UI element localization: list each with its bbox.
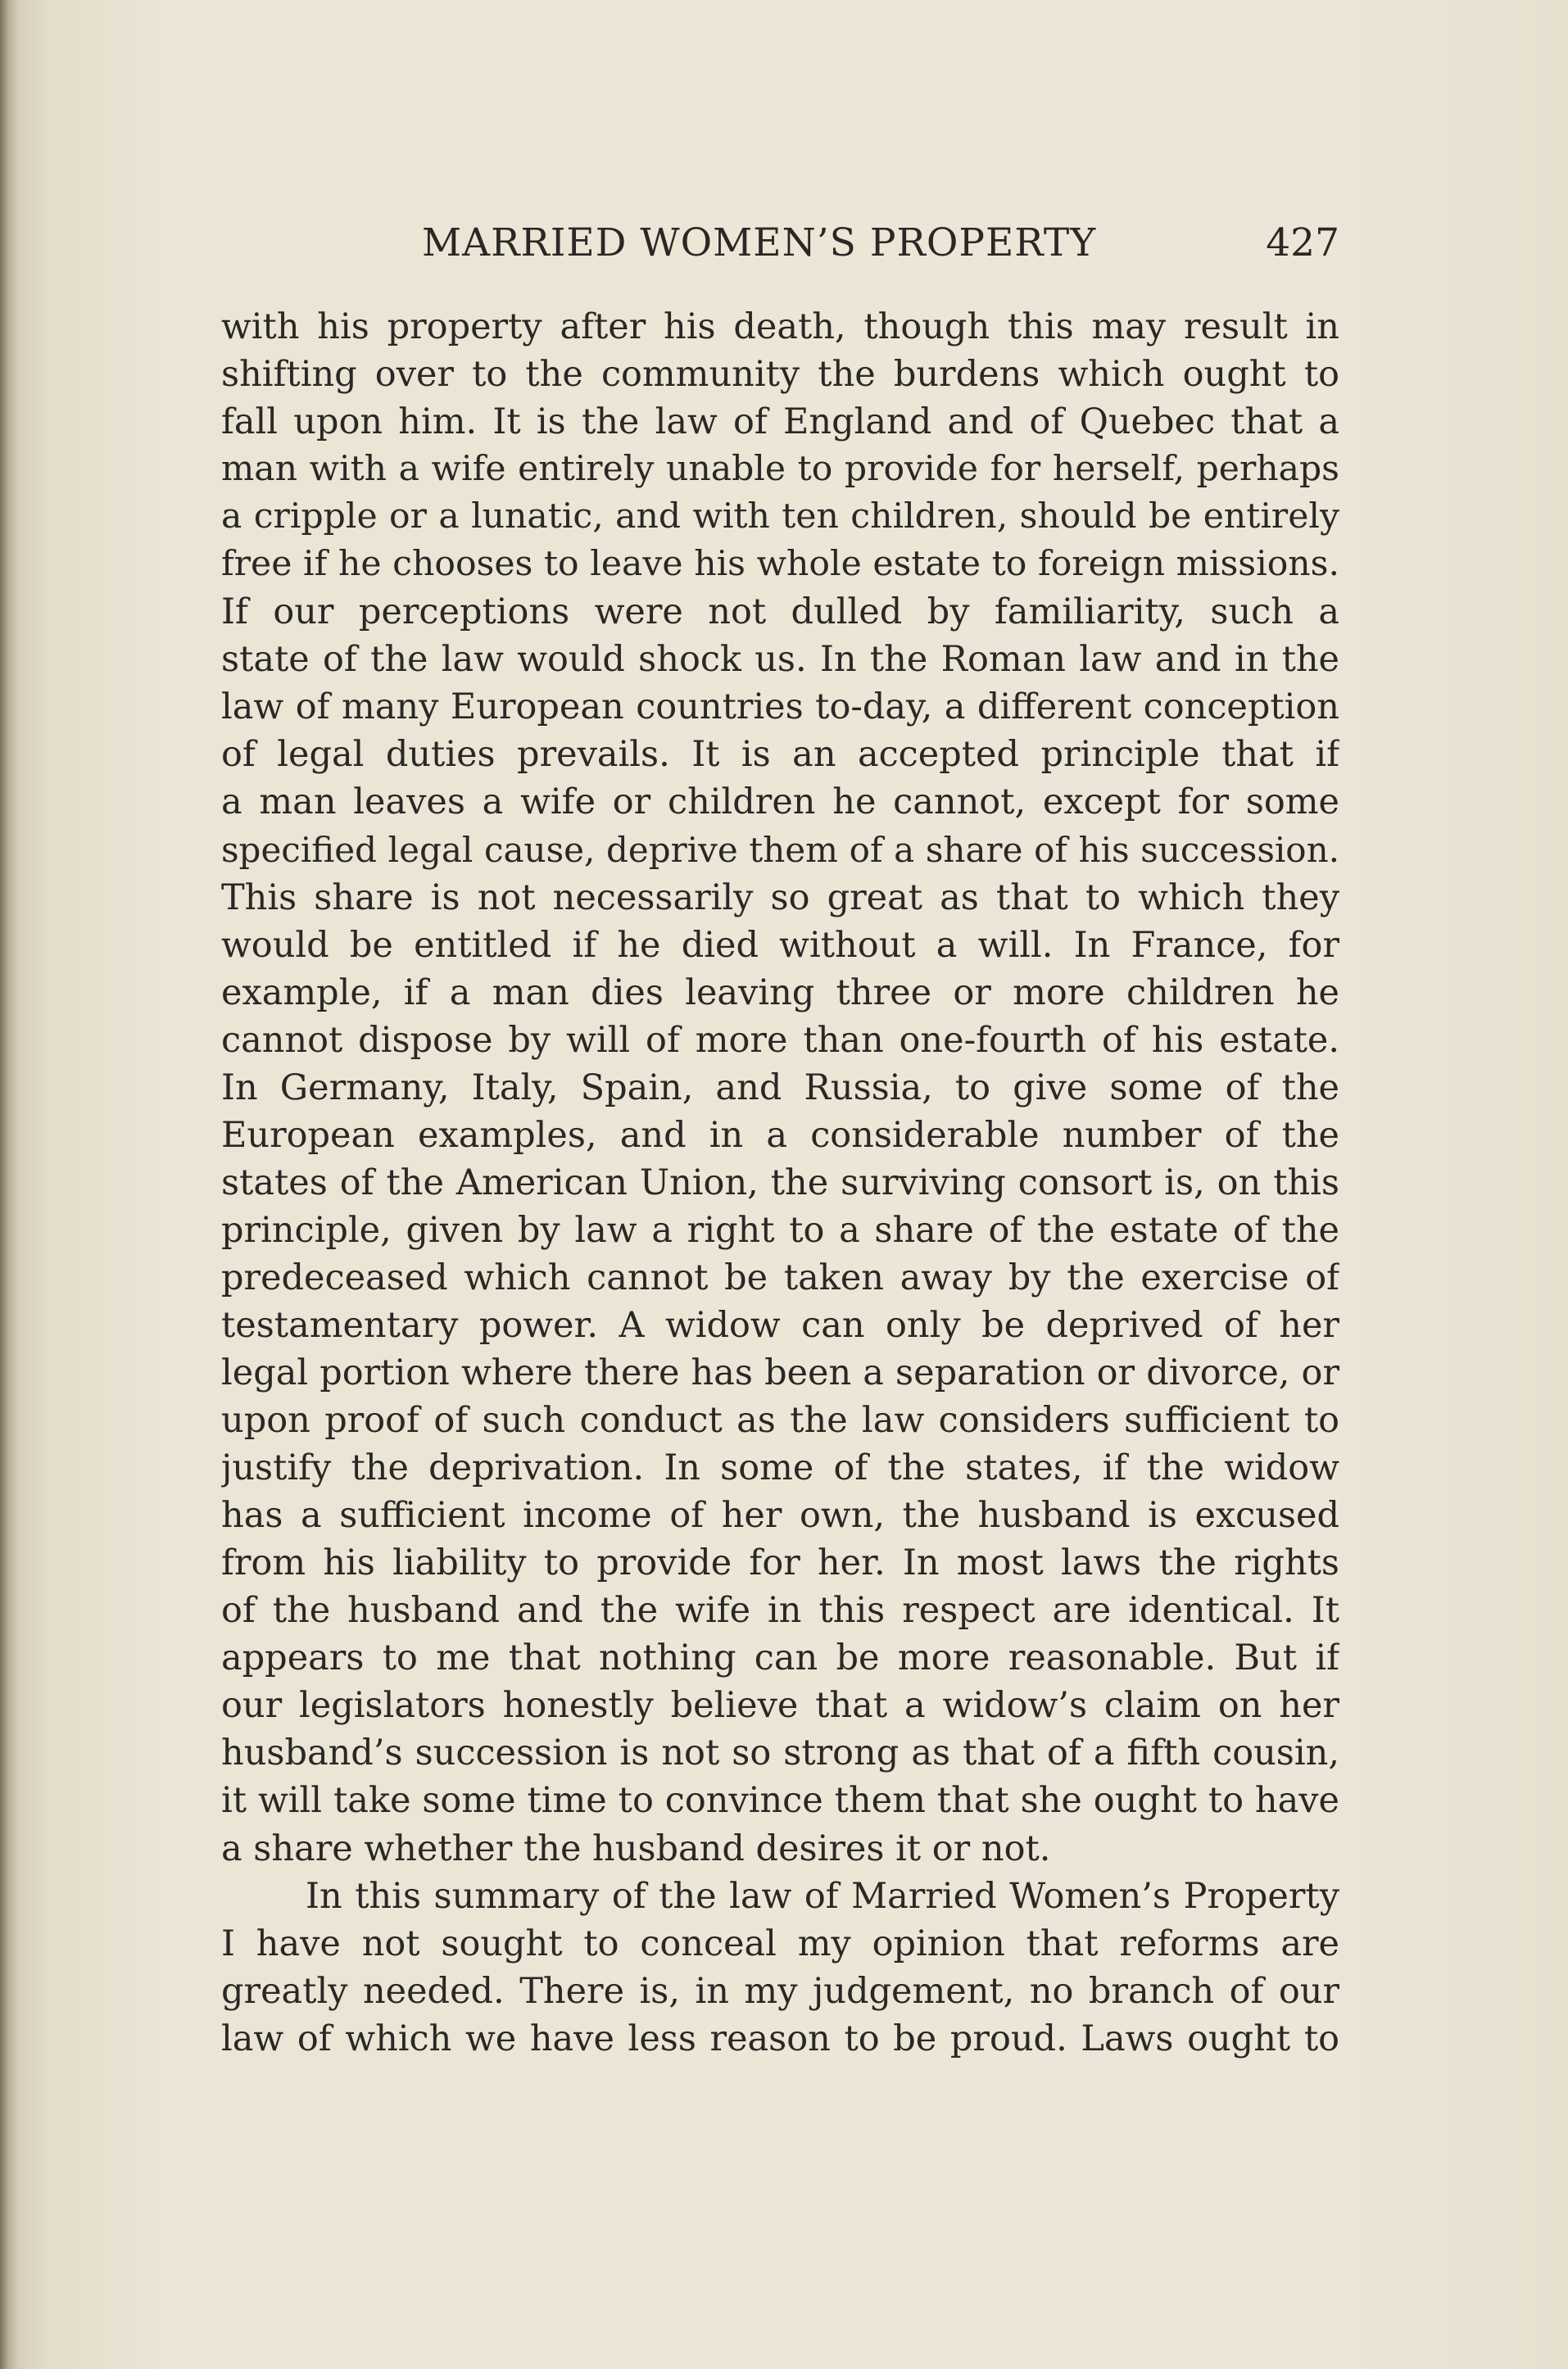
text-line: would be entitled if he died without a will. In France, for xyxy=(221,924,1339,966)
body-text xyxy=(221,303,1339,2063)
book-spine-shadow xyxy=(0,0,18,2369)
text-line: state of the law would shock us. In the Roman law and in the xyxy=(221,639,1339,681)
text-line: legal portion where there has been a separation or divorce, or xyxy=(221,1352,1339,1394)
text-line: In this summary of the law of Married Women’s Property xyxy=(306,1875,1339,1917)
text-line: has a sufficient income of her own, the husband is excused xyxy=(221,1495,1339,1537)
text-line: from his liability to provide for her. In most laws the rights xyxy=(221,1542,1339,1584)
text-line: states of the American Union, the surviving consort is, on this xyxy=(221,1162,1339,1203)
text-line: of the husband and the wife in this respect are identical. It xyxy=(221,1590,1339,1632)
text-line: cannot dispose by will of more than one-fourth of his estate. xyxy=(221,1019,1339,1061)
paragraph-1 xyxy=(221,303,1339,1873)
text-line: I have not sought to conceal my opinion that reforms are xyxy=(221,1923,1339,1964)
text-line: a man leaves a wife or children he cannot, except for some xyxy=(221,781,1339,823)
text-line: upon proof of such conduct as the law considers sufficient to xyxy=(221,1400,1339,1442)
page-number: 427 xyxy=(1266,220,1339,265)
text-line: a share whether the husband desires it or not. xyxy=(221,1828,1051,1869)
text-line: shifting over to the community the burdens which ought to xyxy=(221,354,1339,396)
text-line: our legislators honestly believe that a widow’s claim on her xyxy=(221,1685,1339,1727)
text-line: man with a wife entirely unable to provide for herself, perhaps xyxy=(221,449,1339,490)
text-line: law of many European countries to-day, a different conception xyxy=(221,686,1339,728)
text-line: If our perceptions were not dulled by familiarity, such a xyxy=(221,591,1339,633)
text-line: it will take some time to convince them that she ought to have xyxy=(221,1780,1339,1822)
text-line: a cripple or a lunatic, and with ten children, should be entirely xyxy=(221,496,1339,537)
running-head xyxy=(221,215,1339,272)
text-line: greatly needed. There is, in my judgement, no branch of our xyxy=(221,1970,1339,2012)
running-title: MARRIED WOMEN’S PROPERTY xyxy=(422,220,1097,265)
text-line: husband’s succession is not so strong as that of a fifth cousin, xyxy=(221,1733,1339,1774)
text-line: specified legal cause, deprive them of a share of his succession. xyxy=(221,829,1339,870)
text-line: with his property after his death, though this may result in xyxy=(221,306,1339,347)
text-line: predeceased which cannot be taken away by the exercise of xyxy=(221,1257,1339,1298)
text-line: European examples, and in a considerable number of the xyxy=(221,1114,1339,1156)
text-line: law of which we have less reason to be proud. Laws ought to xyxy=(221,2018,1339,2059)
text-line: This share is not necessarily so great as that to which they xyxy=(221,876,1339,918)
text-line: justify the deprivation. In some of the states, if the widow xyxy=(221,1447,1339,1489)
text-line: free if he chooses to leave his whole estate to foreign missions. xyxy=(221,544,1339,585)
text-line: example, if a man dies leaving three or more children he xyxy=(221,972,1339,1013)
text-line: testamentary power. A widow can only be deprived of her xyxy=(221,1304,1339,1346)
text-line: of legal duties prevails. It is an accepted principle that if xyxy=(221,734,1339,776)
paragraph-2 xyxy=(221,1873,1339,2063)
text-line: fall upon him. It is the law of England and of Quebec that a xyxy=(221,401,1339,443)
text-line: principle, given by law a right to a share of the estate of the xyxy=(221,1209,1339,1251)
text-line: appears to me that nothing can be more reasonable. But if xyxy=(221,1637,1339,1679)
text-line: In Germany, Italy, Spain, and Russia, to give some of the xyxy=(221,1067,1339,1108)
